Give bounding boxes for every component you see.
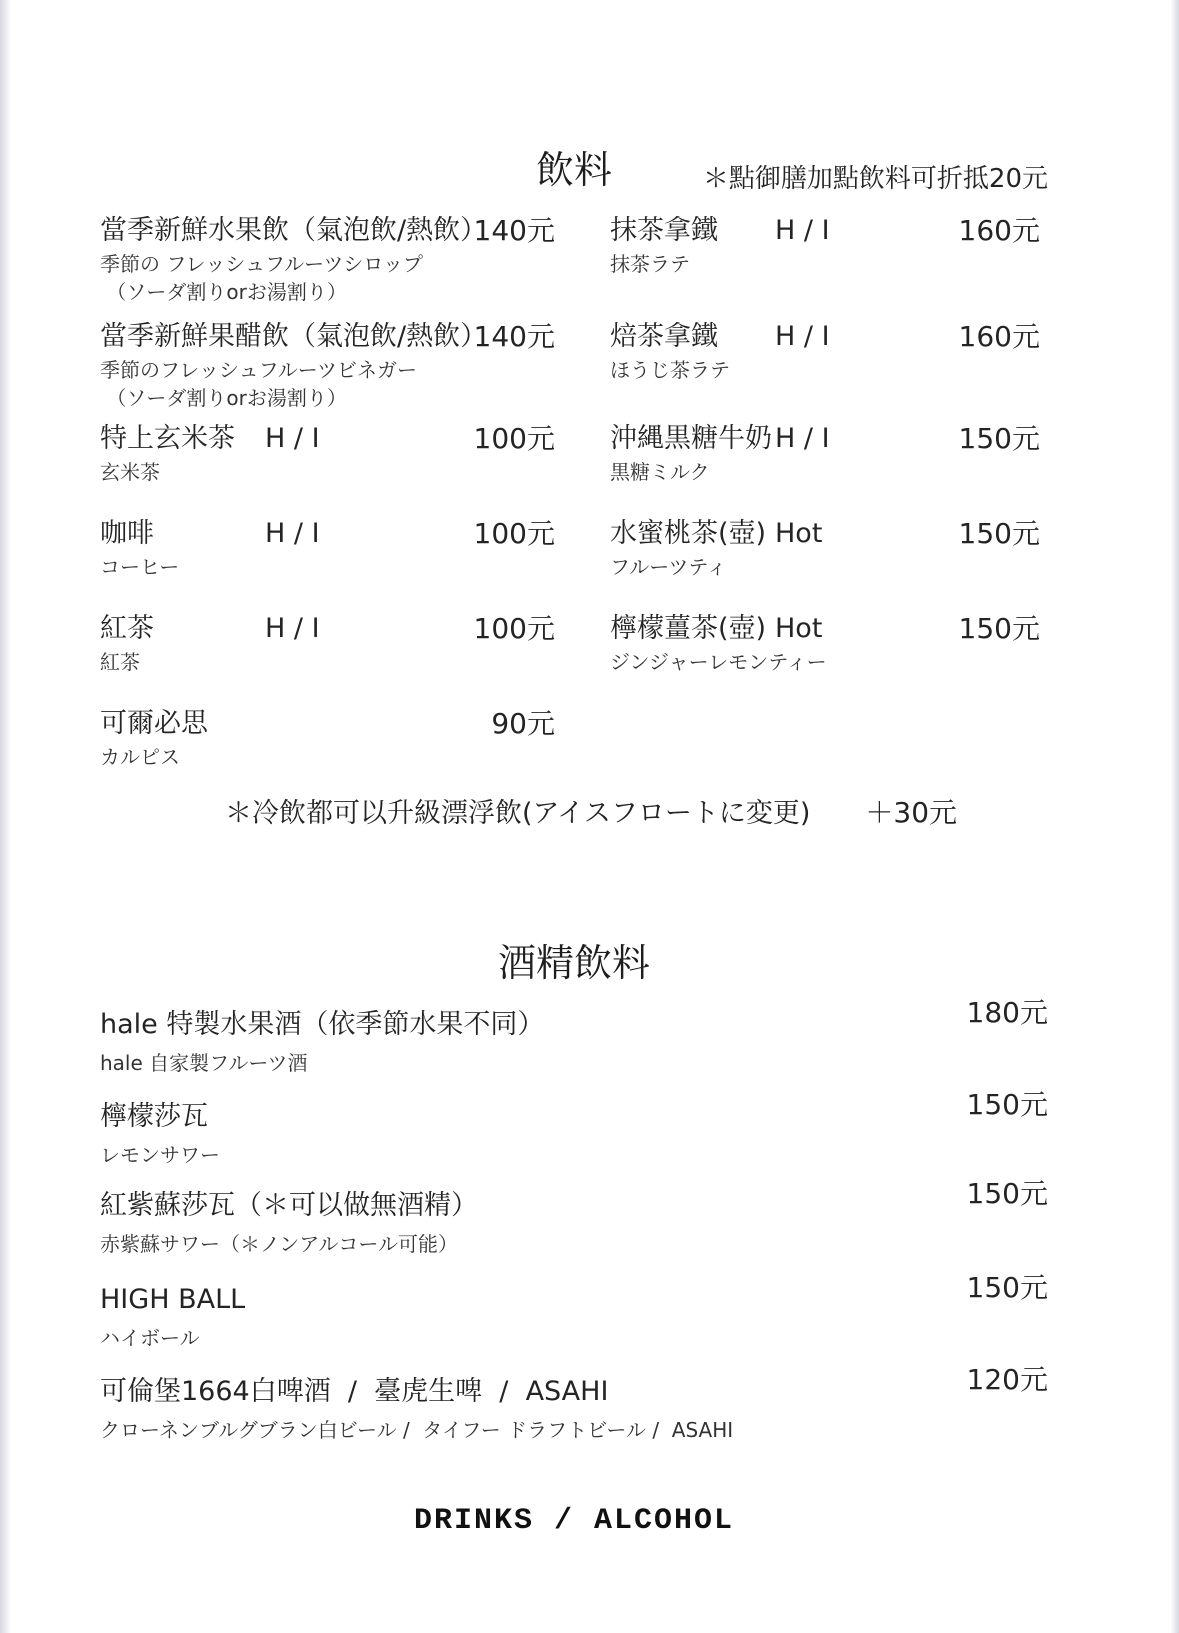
menu-row [100,318,1048,412]
menu-item [100,1363,1048,1444]
item-subtitle: （ソーダ割りorお湯割り） [100,386,347,410]
item-price: 140元 [473,320,555,353]
item-price: 150元 [958,422,1040,455]
item-price: 100元 [473,517,555,550]
menu-row [100,610,1048,676]
menu-item [610,420,1040,486]
item-name-line [100,420,555,458]
upgrade-note-text: ＊冷飲都可以升級漂浮飲(アイスフロートに変更) [225,798,811,829]
item-price: 150元 [966,1177,1048,1210]
item-name: 紅茶 [100,613,154,644]
item-subtitle: 黒糖ミルク [610,460,710,484]
item-temp-option: H / I [775,321,830,352]
menu-item [100,420,555,486]
menu-item [100,318,555,412]
page-left-shadow [0,0,10,1633]
menu-row [100,515,1048,581]
menu-item [610,212,1040,306]
item-subtitle: 季節の フレッシュフルーツシロップ [100,252,423,276]
item-name: hale 特製水果酒（依季節水果不同） [100,1009,545,1040]
item-name-line [610,610,1040,648]
menu-item [610,515,1040,581]
menu-row [100,705,1048,771]
item-temp-option: H / I [775,215,830,246]
item-subtitle: 紅茶 [100,650,140,674]
item-temp-option: H / I [265,613,320,644]
item-name-line [100,610,555,648]
upgrade-note-price: ＋30元 [865,796,958,829]
item-subtitle: カルピス [100,745,180,769]
item-name: 抹茶拿鐵 [610,215,718,246]
menu-item-empty [610,705,1040,771]
item-price: 140元 [473,214,555,247]
item-price: 150元 [958,612,1040,645]
menu-item [610,610,1040,676]
item-name-line [100,212,555,250]
item-name: 水蜜桃茶(壺) [610,518,767,549]
item-temp-option: Hot [775,518,823,549]
item-name: 沖縄黒糖牛奶 [610,423,772,454]
item-subtitle: ほうじ茶ラテ [610,358,730,382]
item-subtitle: コーヒー [100,555,180,579]
item-temp-option: H / I [265,518,320,549]
item-subtitle: 玄米茶 [100,460,160,484]
item-price: 100元 [473,422,555,455]
item-price: 150元 [958,517,1040,550]
item-price: 100元 [473,612,555,645]
footer-label: DRINKS / ALCOHOL [413,1504,735,1538]
item-price: 160元 [958,214,1040,247]
item-name: 檸檬薑茶(壺) [610,613,767,644]
item-name-line [100,318,555,356]
item-price: 150元 [966,1088,1048,1121]
item-price: 160元 [958,320,1040,353]
menu-row [100,420,1048,486]
item-name-line [610,515,1040,553]
item-subtitle: クローネンブルグブラン白ビール / タイフー ドラフトビール / ASAHI [100,1418,734,1442]
item-subtitle: 赤紫蘇サワー（＊ノンアルコール可能） [100,1232,458,1256]
item-name: 當季新鮮果醋飲（氣泡飲/熱飲） [100,321,488,352]
menu-item [100,212,555,306]
item-subtitle: フルーツティ [610,555,727,579]
item-name: 咖啡 [100,518,154,549]
item-temp-option: H / I [265,423,320,454]
item-subtitle: 季節のフレッシュフルーツビネガー [100,358,417,382]
item-name: 特上玄米茶 [100,423,235,454]
menu-item [100,1088,1048,1169]
page-right-shadow [1171,0,1179,1633]
item-price: 150元 [966,1271,1048,1304]
menu-item [610,318,1040,412]
item-name: 焙茶拿鐵 [610,321,718,352]
item-name: 檸檬莎瓦 [100,1101,208,1132]
item-name: HIGH BALL [100,1284,246,1315]
item-price: 120元 [966,1363,1048,1396]
menu-item [100,996,1048,1077]
item-name-line [610,212,1040,250]
menu-item [100,515,555,581]
item-subtitle: ジンジャーレモンティー [610,650,827,674]
item-name: 紅紫蘇莎瓦（＊可以做無酒精） [100,1190,478,1221]
item-name: 當季新鮮水果飲（氣泡飲/熱飲） [100,215,488,246]
item-price: 90元 [491,707,555,740]
item-name-line [610,420,1040,458]
item-temp-option: H / I [775,423,830,454]
item-name-line [610,318,1040,356]
alcohol-section-title: 酒精飲料 [497,941,650,985]
item-name: 可爾必思 [100,708,208,739]
drinks-section-header [100,146,1048,196]
menu-item [100,610,555,676]
float-upgrade-note [100,793,1048,834]
menu-item [100,1271,1048,1352]
menu-item [100,1177,1048,1258]
menu-page [100,0,1048,1538]
item-subtitle: レモンサワー [100,1143,220,1167]
item-name: 可倫堡1664白啤酒 / 臺虎生啤 / ASAHI [100,1376,609,1407]
item-subtitle: （ソーダ割りorお湯割り） [100,280,347,304]
item-subtitle: 抹茶ラテ [610,252,690,276]
item-subtitle: ハイボール [100,1326,200,1350]
menu-row [100,212,1048,306]
item-temp-option: Hot [775,613,823,644]
item-price: 180元 [966,996,1048,1029]
item-name-line [100,705,555,743]
drinks-section-title: 飲料 [535,148,612,192]
item-subtitle: hale 自家製フルーツ酒 [100,1051,308,1075]
drinks-discount-note: ＊點御膳加點飲料可折抵20元 [702,164,1048,194]
item-name-line [100,515,555,553]
menu-item [100,705,555,771]
